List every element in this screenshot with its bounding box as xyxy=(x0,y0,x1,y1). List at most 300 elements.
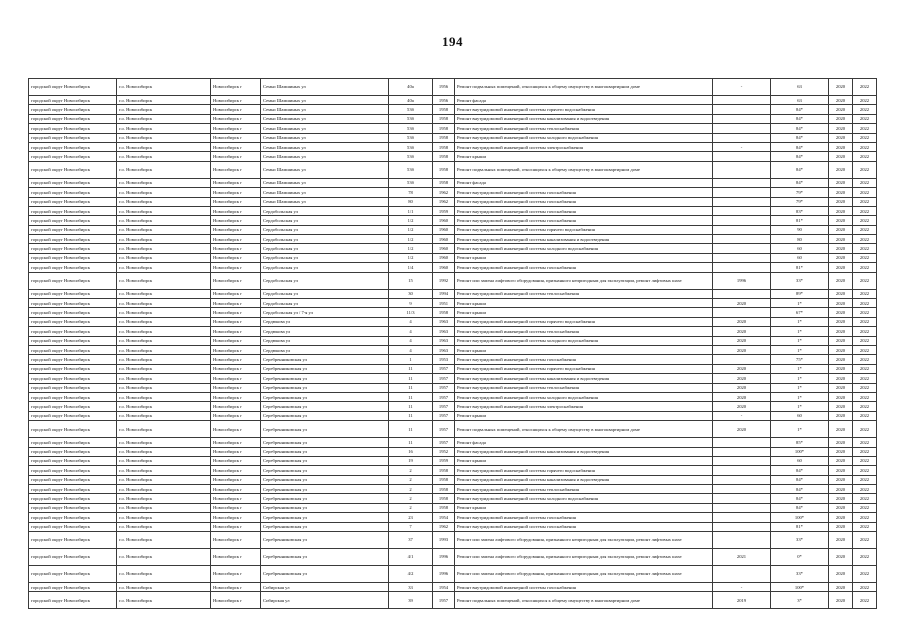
table-row xyxy=(29,272,877,289)
cell-city-okrug: г.о. Новосибирск xyxy=(117,456,211,465)
cell-plan-year-a xyxy=(713,235,771,244)
cell-year-to: 2022 xyxy=(853,114,877,123)
cell-street: Семьи Шамшиных ул xyxy=(261,124,389,133)
cell-city: Новосибирск г xyxy=(211,402,261,411)
cell-cost: 84* xyxy=(771,494,829,503)
cell-year-from: 2020 xyxy=(829,235,853,244)
cell-year-built: 1962 xyxy=(433,522,455,531)
cell-cost: 1* xyxy=(771,336,829,345)
cell-work-type: Ремонт крыши xyxy=(455,345,713,354)
cell-street: Серебренниковская ул xyxy=(261,421,389,438)
cell-city-okrug: г.о. Новосибирск xyxy=(117,289,211,298)
cell-cost: 80 xyxy=(771,235,829,244)
cell-city: Новосибирск г xyxy=(211,583,261,592)
cell-street: Серебренниковская ул xyxy=(261,447,389,456)
cell-city: Новосибирск г xyxy=(211,485,261,494)
cell-city-okrug: г.о. Новосибирск xyxy=(117,197,211,206)
cell-year-from: 2020 xyxy=(829,308,853,317)
cell-year-from: 2020 xyxy=(829,225,853,234)
cell-year-built: 1960 xyxy=(433,235,455,244)
cell-cost: 60 xyxy=(771,456,829,465)
cell-year-from: 2020 xyxy=(829,364,853,373)
cell-year-to: 2022 xyxy=(853,513,877,522)
table-body xyxy=(29,79,877,609)
cell-street: Серебренниковская ул xyxy=(261,475,389,484)
cell-work-type: Ремонт внутридомовой инженерной системы газоснабжения xyxy=(455,197,713,206)
cell-city-okrug: г.о. Новосибирск xyxy=(117,206,211,215)
cell-house: 4/1 xyxy=(389,549,433,566)
cell-street: Серебренниковская ул xyxy=(261,522,389,531)
cell-year-from: 2020 xyxy=(829,456,853,465)
cell-city: Новосибирск г xyxy=(211,592,261,609)
cell-house: 11 xyxy=(389,364,433,373)
cell-city: Новосибирск г xyxy=(211,289,261,298)
cell-year-built: 1958 xyxy=(433,133,455,142)
cell-plan-year-a xyxy=(713,513,771,522)
cell-city: Новосибирск г xyxy=(211,105,261,114)
cell-house: 16 xyxy=(389,447,433,456)
cell-cost: 84* xyxy=(771,114,829,123)
cell-district: городской округ Новосибирск xyxy=(29,402,117,411)
cell-city: Новосибирск г xyxy=(211,532,261,549)
cell-year-from: 2020 xyxy=(829,178,853,187)
cell-year-from: 2020 xyxy=(829,206,853,215)
cell-work-type: Ремонт внутридомовой инженерной системы теплоснабжения xyxy=(455,289,713,298)
cell-district: городской округ Новосибирск xyxy=(29,411,117,420)
cell-city: Новосибирск г xyxy=(211,392,261,401)
cell-house: 53б xyxy=(389,124,433,133)
cell-cost: 1* xyxy=(771,317,829,326)
cell-year-built: 1957 xyxy=(433,392,455,401)
table-row xyxy=(29,421,877,438)
cell-cost: 100* xyxy=(771,583,829,592)
cell-district: городской округ Новосибирск xyxy=(29,383,117,392)
cell-year-to: 2022 xyxy=(853,364,877,373)
cell-house: 1/1 xyxy=(389,206,433,215)
cell-city-okrug: г.о. Новосибирск xyxy=(117,253,211,262)
cell-year-from: 2020 xyxy=(829,114,853,123)
cell-city: Новосибирск г xyxy=(211,522,261,531)
cell-house: 7 xyxy=(389,522,433,531)
cell-year-built: 1957 xyxy=(433,383,455,392)
cell-cost: 84* xyxy=(771,133,829,142)
cell-cost: 89* xyxy=(771,289,829,298)
cell-year-from: 2020 xyxy=(829,447,853,456)
cell-year-built: 1960 xyxy=(433,225,455,234)
cell-cost: 84* xyxy=(771,466,829,475)
cell-house: 2 xyxy=(389,494,433,503)
cell-district: городской округ Новосибирск xyxy=(29,244,117,253)
cell-street: Семьи Шамшиных ул xyxy=(261,105,389,114)
cell-year-built: 1958 xyxy=(433,178,455,187)
table-row xyxy=(29,475,877,484)
cell-work-type: Ремонт или замена лифтового оборудования, признанного непригодным для эксплуатации, ремонт лифтовых шахт xyxy=(455,532,713,549)
cell-work-type: Ремонт крыши xyxy=(455,456,713,465)
cell-year-to: 2022 xyxy=(853,133,877,142)
cell-year-to: 2022 xyxy=(853,494,877,503)
cell-district: городской округ Новосибирск xyxy=(29,421,117,438)
cell-cost: 1* xyxy=(771,392,829,401)
cell-district: городской округ Новосибирск xyxy=(29,532,117,549)
cell-year-built: 1958 xyxy=(433,152,455,161)
cell-city-okrug: г.о. Новосибирск xyxy=(117,244,211,253)
cell-house: 1/2 xyxy=(389,216,433,225)
cell-district: городской округ Новосибирск xyxy=(29,592,117,609)
cell-city: Новосибирск г xyxy=(211,513,261,522)
table-row xyxy=(29,152,877,161)
cell-plan-year-a: 2020 xyxy=(713,374,771,383)
cell-year-to: 2022 xyxy=(853,336,877,345)
cell-work-type: Ремонт внутридомовой инженерной системы горячего водоснабжения xyxy=(455,317,713,326)
cell-street: Семьи Шамшиных ул xyxy=(261,133,389,142)
cell-plan-year-a xyxy=(713,253,771,262)
cell-city-okrug: г.о. Новосибирск xyxy=(117,438,211,447)
cell-district: городской округ Новосибирск xyxy=(29,114,117,123)
cell-plan-year-a: 2020 xyxy=(713,364,771,373)
cell-district: городской округ Новосибирск xyxy=(29,503,117,512)
cell-city-okrug: г.о. Новосибирск xyxy=(117,142,211,151)
cell-year-from: 2020 xyxy=(829,475,853,484)
cell-house: 2 xyxy=(389,466,433,475)
cell-work-type: Ремонт внутридомовой инженерной системы холодного водоснабжения xyxy=(455,133,713,142)
cell-plan-year-a: 2020 xyxy=(713,345,771,354)
cell-year-built: 1956 xyxy=(433,96,455,105)
cell-house: 53б xyxy=(389,114,433,123)
cell-cost: 90 xyxy=(771,225,829,234)
cell-city-okrug: г.о. Новосибирск xyxy=(117,317,211,326)
cell-house: 11 xyxy=(389,402,433,411)
cell-house: 40а xyxy=(389,96,433,105)
cell-street: Сердюкова ул xyxy=(261,345,389,354)
cell-district: городской округ Новосибирск xyxy=(29,438,117,447)
cell-city: Новосибирск г xyxy=(211,336,261,345)
cell-work-type: Ремонт внутридомовой инженерной системы теплоснабжения xyxy=(455,124,713,133)
cell-year-to: 2022 xyxy=(853,456,877,465)
cell-street: Семьи Шамшиных ул xyxy=(261,152,389,161)
cell-cost: 3* xyxy=(771,592,829,609)
cell-cost: 84* xyxy=(771,124,829,133)
cell-city-okrug: г.о. Новосибирск xyxy=(117,345,211,354)
cell-city: Новосибирск г xyxy=(211,299,261,308)
cell-year-to: 2022 xyxy=(853,105,877,114)
cell-street: Серебренниковская ул xyxy=(261,494,389,503)
cell-plan-year-a: - xyxy=(713,411,771,420)
cell-cost: 1* xyxy=(771,364,829,373)
cell-year-from: 2020 xyxy=(829,383,853,392)
cell-city: Новосибирск г xyxy=(211,161,261,178)
cell-city-okrug: г.о. Новосибирск xyxy=(117,592,211,609)
cell-district: городской округ Новосибирск xyxy=(29,485,117,494)
cell-district: городской округ Новосибирск xyxy=(29,79,117,96)
cell-year-to: 2022 xyxy=(853,466,877,475)
cell-street: Серебренниковская ул xyxy=(261,364,389,373)
cell-house: 1/4 xyxy=(389,263,433,272)
cell-year-built: 1958 xyxy=(433,161,455,178)
cell-district: городской округ Новосибирск xyxy=(29,197,117,206)
cell-city: Новосибирск г xyxy=(211,188,261,197)
cell-city-okrug: г.о. Новосибирск xyxy=(117,374,211,383)
cell-work-type: Ремонт внутридомовой инженерной системы холодного водоснабжения xyxy=(455,244,713,253)
cell-cost: 81* xyxy=(771,522,829,531)
cell-work-type: Ремонт крыши xyxy=(455,253,713,262)
cell-street: Сердюкова ул xyxy=(261,327,389,336)
cell-cost: 84* xyxy=(771,142,829,151)
cell-cost: 84* xyxy=(771,178,829,187)
cell-year-from: 2020 xyxy=(829,105,853,114)
page-number: 194 xyxy=(442,34,463,49)
cell-city: Новосибирск г xyxy=(211,355,261,364)
cell-city-okrug: г.о. Новосибирск xyxy=(117,421,211,438)
cell-plan-year-a xyxy=(713,105,771,114)
cell-year-from: 2020 xyxy=(829,327,853,336)
cell-year-built: 1963 xyxy=(433,317,455,326)
cell-year-to: 2022 xyxy=(853,253,877,262)
cell-year-from: 2020 xyxy=(829,374,853,383)
cell-work-type: Ремонт внутридомовой инженерной системы теплоснабжения xyxy=(455,383,713,392)
cell-house: 37 xyxy=(389,532,433,549)
cell-year-built: 1994 xyxy=(433,289,455,298)
cell-year-built: 1952 xyxy=(433,447,455,456)
cell-house: 11/3 xyxy=(389,308,433,317)
cell-district: городской округ Новосибирск xyxy=(29,124,117,133)
cell-cost: 60 xyxy=(771,411,829,420)
cell-house: 9 xyxy=(389,299,433,308)
cell-plan-year-a xyxy=(713,308,771,317)
table-row xyxy=(29,485,877,494)
cell-year-built: 1958 xyxy=(433,503,455,512)
cell-city-okrug: г.о. Новосибирск xyxy=(117,392,211,401)
cell-year-to: 2022 xyxy=(853,485,877,494)
cell-cost: 33* xyxy=(771,272,829,289)
cell-plan-year-a xyxy=(713,225,771,234)
cell-street: Сердобольская ул xyxy=(261,225,389,234)
cell-cost: 81* xyxy=(771,263,829,272)
cell-street: Сердобольская ул xyxy=(261,299,389,308)
cell-city: Новосибирск г xyxy=(211,216,261,225)
cell-work-type: Ремонт подвальных помещений, относящихся к общему имуществу в многоквартирном доме xyxy=(455,421,713,438)
cell-street: Сердюкова ул xyxy=(261,336,389,345)
cell-city-okrug: г.о. Новосибирск xyxy=(117,583,211,592)
cell-city-okrug: г.о. Новосибирск xyxy=(117,105,211,114)
cell-year-built: 1959 xyxy=(433,206,455,215)
cell-house: 33 xyxy=(389,583,433,592)
cell-city-okrug: г.о. Новосибирск xyxy=(117,336,211,345)
cell-city-okrug: г.о. Новосибирск xyxy=(117,447,211,456)
cell-cost: 85* xyxy=(771,438,829,447)
cell-plan-year-a xyxy=(713,456,771,465)
cell-district: городской округ Новосибирск xyxy=(29,161,117,178)
cell-city: Новосибирск г xyxy=(211,124,261,133)
cell-plan-year-a: 2020 xyxy=(713,336,771,345)
cell-city-okrug: г.о. Новосибирск xyxy=(117,124,211,133)
cell-house: 1/2 xyxy=(389,244,433,253)
cell-year-built: 1958 xyxy=(433,308,455,317)
cell-city: Новосибирск г xyxy=(211,197,261,206)
table-row xyxy=(29,532,877,549)
cell-cost: 84* xyxy=(771,475,829,484)
cell-year-built: 1960 xyxy=(433,263,455,272)
cell-plan-year-a: - xyxy=(713,79,771,96)
cell-house: 53б xyxy=(389,161,433,178)
cell-year-from: 2020 xyxy=(829,96,853,105)
cell-cost: 60 xyxy=(771,244,829,253)
cell-work-type: Ремонт внутридомовой инженерной системы газоснабжения xyxy=(455,355,713,364)
cell-year-to: 2022 xyxy=(853,317,877,326)
cell-cost: 33* xyxy=(771,532,829,549)
cell-house: 23 xyxy=(389,513,433,522)
cell-year-from: 2020 xyxy=(829,124,853,133)
cell-cost: 63 xyxy=(771,79,829,96)
cell-work-type: Ремонт внутридомовой инженерной системы газоснабжения xyxy=(455,206,713,215)
cell-city: Новосибирск г xyxy=(211,374,261,383)
cell-year-to: 2022 xyxy=(853,532,877,549)
cell-work-type: Ремонт внутридомовой инженерной системы канализования и водоотведения xyxy=(455,447,713,456)
cell-district: городской округ Новосибирск xyxy=(29,392,117,401)
cell-house: 39 xyxy=(389,592,433,609)
table-row xyxy=(29,216,877,225)
cell-district: городской округ Новосибирск xyxy=(29,235,117,244)
cell-cost: 1* xyxy=(771,374,829,383)
cell-year-to: 2022 xyxy=(853,289,877,298)
cell-year-to: 2022 xyxy=(853,178,877,187)
cell-city-okrug: г.о. Новосибирск xyxy=(117,494,211,503)
cell-city-okrug: г.о. Новосибирск xyxy=(117,549,211,566)
cell-year-from: 2020 xyxy=(829,402,853,411)
cell-street: Серебренниковская ул xyxy=(261,374,389,383)
cell-year-from: 2020 xyxy=(829,197,853,206)
table-row xyxy=(29,206,877,215)
table-row xyxy=(29,383,877,392)
cell-street: Серебренниковская ул xyxy=(261,485,389,494)
cell-city: Новосибирск г xyxy=(211,253,261,262)
table-row xyxy=(29,124,877,133)
cell-house: 2 xyxy=(389,475,433,484)
table-row xyxy=(29,299,877,308)
cell-year-built: 1954 xyxy=(433,513,455,522)
cell-house: 1/2 xyxy=(389,253,433,262)
cell-work-type: Ремонт внутридомовой инженерной системы газоснабжения xyxy=(455,583,713,592)
cell-district: городской округ Новосибирск xyxy=(29,225,117,234)
table-row xyxy=(29,308,877,317)
cell-year-to: 2022 xyxy=(853,566,877,583)
cell-district: городской округ Новосибирск xyxy=(29,178,117,187)
cell-work-type: Ремонт внутридомовой инженерной системы горячего водоснабжения xyxy=(455,364,713,373)
cell-cost: 81* xyxy=(771,216,829,225)
cell-year-to: 2022 xyxy=(853,327,877,336)
cell-street: Сибирская ул xyxy=(261,583,389,592)
cell-city-okrug: г.о. Новосибирск xyxy=(117,532,211,549)
cell-work-type: Ремонт внутридомовой инженерной системы холодного водоснабжения xyxy=(455,392,713,401)
cell-year-from: 2020 xyxy=(829,466,853,475)
cell-year-built: 1958 xyxy=(433,466,455,475)
cell-plan-year-a: 2021 xyxy=(713,549,771,566)
cell-district: городской округ Новосибирск xyxy=(29,374,117,383)
table-row xyxy=(29,438,877,447)
cell-city: Новосибирск г xyxy=(211,178,261,187)
cell-cost: 84* xyxy=(771,503,829,512)
cell-house: 1 xyxy=(389,355,433,364)
cell-city: Новосибирск г xyxy=(211,421,261,438)
cell-year-built: 1958 xyxy=(433,124,455,133)
cell-year-from: 2020 xyxy=(829,494,853,503)
cell-year-to: 2022 xyxy=(853,244,877,253)
cell-street: Серебренниковская ул xyxy=(261,392,389,401)
cell-year-from: 2020 xyxy=(829,161,853,178)
cell-district: городской округ Новосибирск xyxy=(29,456,117,465)
cell-work-type: Ремонт внутридомовой инженерной системы газоснабжения xyxy=(455,522,713,531)
cell-street: Серебренниковская ул xyxy=(261,566,389,583)
cell-city-okrug: г.о. Новосибирск xyxy=(117,161,211,178)
cell-year-to: 2022 xyxy=(853,124,877,133)
cell-house: 80 xyxy=(389,197,433,206)
table-row xyxy=(29,447,877,456)
cell-city-okrug: г.о. Новосибирск xyxy=(117,466,211,475)
cell-district: городской округ Новосибирск xyxy=(29,317,117,326)
cell-city: Новосибирск г xyxy=(211,456,261,465)
cell-year-to: 2022 xyxy=(853,206,877,215)
cell-city-okrug: г.о. Новосибирск xyxy=(117,96,211,105)
cell-cost: 84* xyxy=(771,485,829,494)
cell-plan-year-a xyxy=(713,124,771,133)
cell-work-type: Ремонт крыши xyxy=(455,152,713,161)
cell-city-okrug: г.о. Новосибирск xyxy=(117,299,211,308)
cell-city: Новосибирск г xyxy=(211,475,261,484)
cell-cost: 67* xyxy=(771,308,829,317)
cell-year-to: 2022 xyxy=(853,392,877,401)
cell-street: Серебренниковская ул xyxy=(261,513,389,522)
table-row xyxy=(29,244,877,253)
cell-house: 53б xyxy=(389,133,433,142)
cell-work-type: Ремонт внутридомовой инженерной системы теплоснабжения xyxy=(455,327,713,336)
cell-plan-year-a: 2019 xyxy=(713,592,771,609)
cell-city-okrug: г.о. Новосибирск xyxy=(117,235,211,244)
cell-district: городской округ Новосибирск xyxy=(29,308,117,317)
cell-work-type: Ремонт внутридомовой инженерной системы газоснабжения xyxy=(455,263,713,272)
cell-city: Новосибирск г xyxy=(211,235,261,244)
table-row xyxy=(29,263,877,272)
table-row xyxy=(29,235,877,244)
cell-city-okrug: г.о. Новосибирск xyxy=(117,503,211,512)
table-row xyxy=(29,79,877,96)
cell-plan-year-a xyxy=(713,263,771,272)
cell-city-okrug: г.о. Новосибирск xyxy=(117,152,211,161)
cell-year-built: 1963 xyxy=(433,327,455,336)
cell-city: Новосибирск г xyxy=(211,206,261,215)
cell-year-to: 2022 xyxy=(853,216,877,225)
cell-work-type: Ремонт крыши xyxy=(455,308,713,317)
cell-year-built: 1996 xyxy=(433,549,455,566)
cell-house: 15 xyxy=(389,272,433,289)
cell-plan-year-a xyxy=(713,206,771,215)
cell-year-to: 2022 xyxy=(853,549,877,566)
cell-work-type: Ремонт фасада xyxy=(455,438,713,447)
cell-cost: 1* xyxy=(771,345,829,354)
cell-plan-year-a xyxy=(713,152,771,161)
cell-city-okrug: г.о. Новосибирск xyxy=(117,308,211,317)
cell-year-to: 2022 xyxy=(853,374,877,383)
cell-year-built: 1992 xyxy=(433,272,455,289)
cell-district: городской округ Новосибирск xyxy=(29,336,117,345)
cell-house: 53б xyxy=(389,178,433,187)
cell-plan-year-a xyxy=(713,447,771,456)
cell-year-built: 1958 xyxy=(433,475,455,484)
cell-city: Новосибирск г xyxy=(211,152,261,161)
cell-city-okrug: г.о. Новосибирск xyxy=(117,383,211,392)
cell-year-from: 2020 xyxy=(829,272,853,289)
cell-house: 11 xyxy=(389,438,433,447)
cell-cost: 33* xyxy=(771,566,829,583)
cell-district: городской округ Новосибирск xyxy=(29,364,117,373)
